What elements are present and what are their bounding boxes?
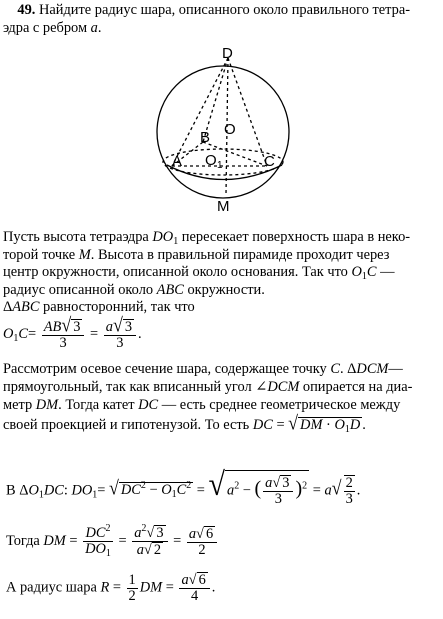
formula-O1C: $O_1C=$ $\frac{AB√ 3}{3}$ = $\frac{a√ 3}{3}$ . — [3, 313, 142, 351]
edge-DC — [228, 58, 267, 166]
sphere-outline — [157, 66, 289, 198]
edge-DA — [172, 58, 228, 166]
label-A: A — [172, 153, 183, 170]
solution-paragraph-3: Рассмотрим осевое сечение шара, содержащее точку C. ΔDCM— прямоугольный, так как вписанный угол ∠DCM опирается на диа- метр DM. Тогда катет DC — есть среднее геометрическое между своей проекцией и гипотенузой. То есть DC = √ DM · $O_1D$ . — [3, 361, 413, 435]
sphere-tetrahedron-figure — [150, 44, 310, 214]
label-O1: O — [205, 152, 217, 169]
formula-DO1: В $\Delta O_1DC$: $DO_1=$ √ $DC^2 - O_1C^2$ = √ $a^2$ − ( $\frac{a√ 3}{3}$ )$^2$ = a√ $\frac{2}{3}$ . — [6, 466, 361, 507]
problem-number: 49. — [17, 2, 36, 18]
label-D: D — [222, 45, 233, 62]
label-B: B — [200, 129, 211, 146]
problem-text-line1: Найдите радиус шара, описанного около правильного тетра- — [39, 2, 411, 18]
fraction-a-sqrt3-over-3: $\frac{a√ 3}{3}$ — [104, 318, 136, 351]
label-O: O — [224, 121, 236, 138]
problem-statement: 49. Найдите радиус шара, описанного около правильного тетра- эдра с ребром a. — [3, 2, 411, 36]
solution-paragraph-1: Пусть высота тетраэдра $DO_1$ пересекает поверхность шара в неко- торой точке M. Высота в правильной пирамиде проходит через центр окружности, описанной около основания. Так что $O_1C$ — радиус описанной около ABC окружности. ΔABC равносторонний, так что — [3, 229, 411, 315]
fraction-AB-sqrt3-over-3: $\frac{AB√ 3}{3}$ — [42, 318, 85, 351]
formula-R: А радиус шара R = $\frac{1}{2}$ DM = $\frac{a√ 6}{4}$ . — [6, 571, 216, 604]
label-M: M — [217, 198, 230, 214]
label-O1-sub: 1 — [217, 160, 223, 171]
label-C: C — [264, 153, 275, 170]
formula-DM: Тогда DM = $\frac{DC^2}{DO_1}$ = $\frac{a^2√ 3}{a√ 2}$ = $\frac{a√ 6}{2}$ — [6, 525, 219, 558]
problem-text-line2: эдра с ребром — [3, 19, 91, 36]
